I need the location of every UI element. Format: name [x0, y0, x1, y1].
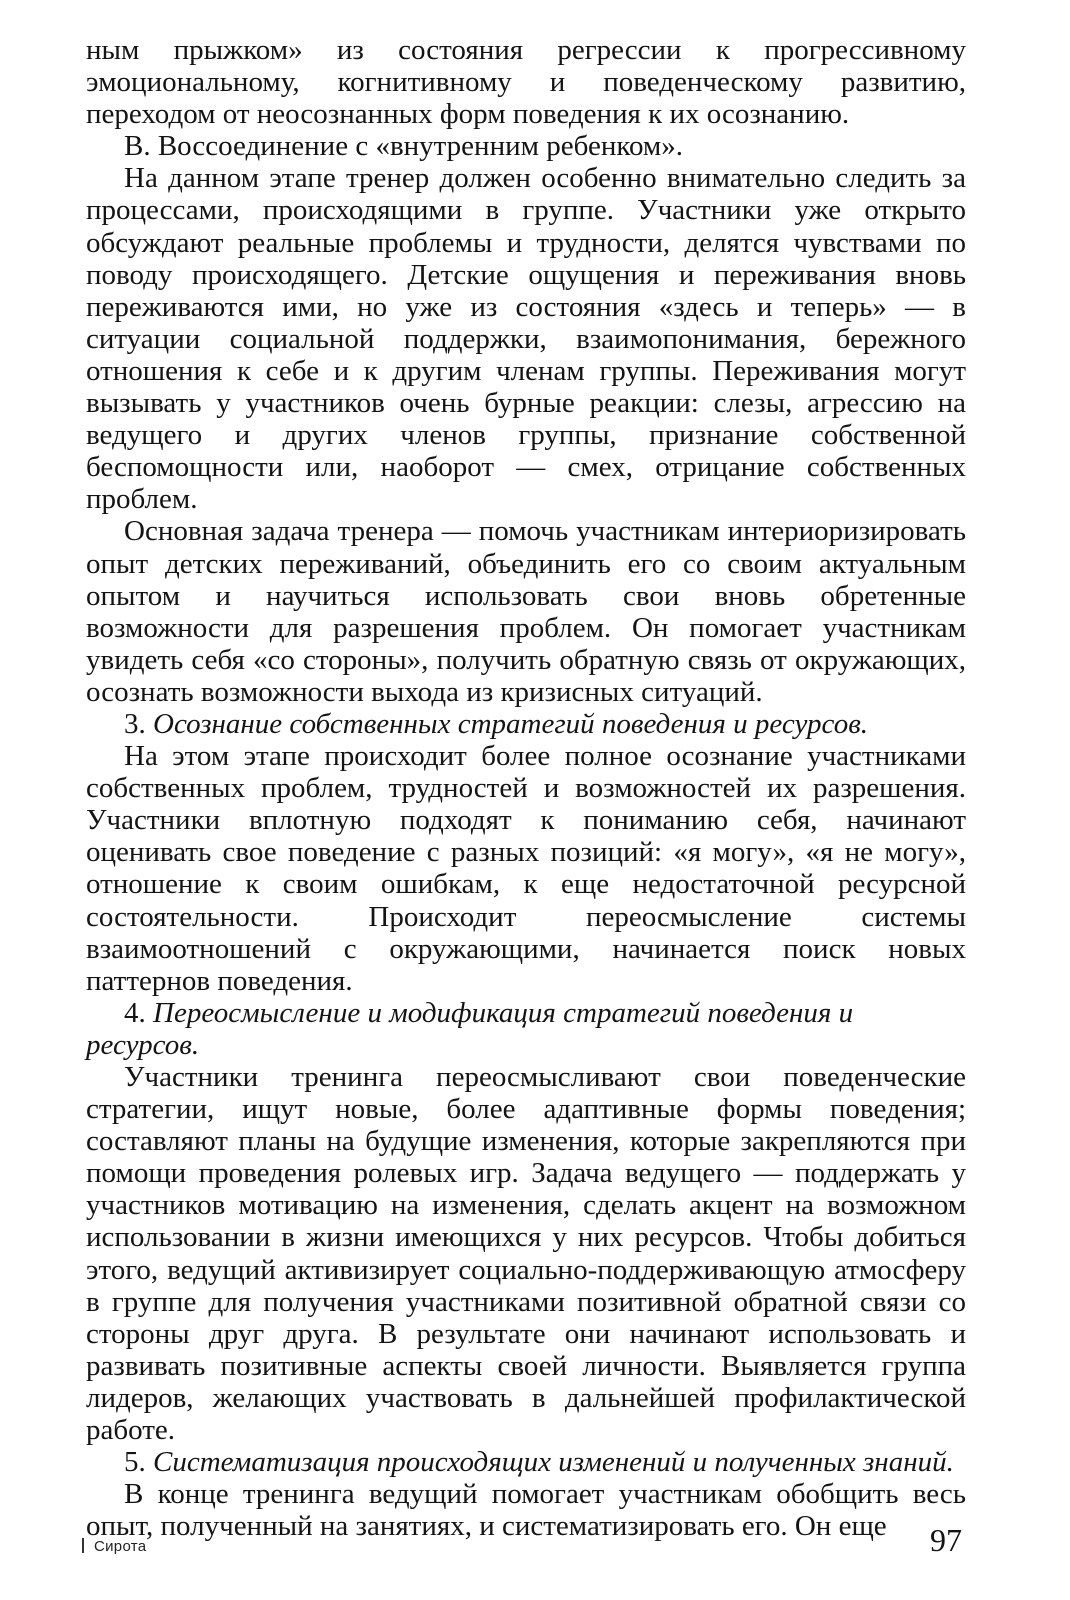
- paragraph: На этом этапе происходит более полное осознание участниками собственных проблем, трудностей и возможностей их разрешения. Участники вплотную подходят к пониманию себя, начинают оценивать свое поведение с разных позиций: «я могу», «я не могу», отношение к своим ошибкам, к еще недостаточной ресурсной состоятельности. Происходит переосмысление системы взаимоотношений с окружающими, начинается поиск новых паттернов поведения.: [86, 740, 966, 997]
- footer-mark: [82, 1538, 84, 1553]
- heading-number: 5.: [124, 1446, 146, 1479]
- running-footer: [82, 1538, 146, 1555]
- page-number: 97: [930, 1522, 962, 1558]
- section-heading-5: [86, 1446, 966, 1478]
- heading-title: Переосмысление и модификация стратегий поведения и ресурсов.: [86, 996, 854, 1061]
- section-heading-3: [86, 708, 966, 740]
- paragraph-continuation: ным прыжком» из состояния регрессии к прогрессивному эмоциональному, когнитивному и поведенческому развитию, переходом от неосознанных форм поведения к их осознанию.: [86, 34, 966, 131]
- paragraph: Основная задача тренера — помочь участникам интериоризировать опыт детских переживаний, объединить его со своим актуальным опытом и научиться использовать свои вновь обретенные возможности для разрешения проблем. Он помогает участникам увидеть себя «со стороны», получить обратную связь от окружающих, осознать возможности выхода из кризисных ситуаций.: [86, 515, 966, 708]
- section-heading-b: В. Воссоединение с «внутренним ребенком».: [124, 130, 684, 163]
- page-body: [86, 34, 966, 1542]
- section-heading-4: [86, 997, 966, 1061]
- paragraph: Участники тренинга переосмысливают свои поведенческие стратегии, ищут новые, более адаптивные формы поведения; составляют планы на будущие изменения, которые закрепляются при помощи проведения ролевых игр. Задача ведущего — поддержать у участников мотивацию на изменения, сделать акцент на возможном использовании в жизни имеющихся у них ресурсов. Чтобы добиться этого, ведущий активизирует социально-поддерживающую атмосферу в группе для получения участниками позитивной обратной связи со стороны друг друга. В результате они начинают использовать и развивать позитивные аспекты своей личности. Выявляется группа лидеров, желающих участвовать в дальнейшей профилактической работе.: [86, 1061, 966, 1447]
- paragraph: На данном этапе тренер должен особенно внимательно следить за процессами, происходящими в группе. Участники уже открыто обсуждают реальные проблемы и трудности, делятся чувствами по поводу происходящего. Детские ощущения и переживания вновь переживаются ими, но уже из состояния «здесь и теперь» — в ситуации социальной поддержки, взаимопонимания, бережного отношения к себе и к другим членам группы. Переживания могут вызывать у участников очень бурные реакции: слезы, агрессию на ведущего и других членов группы, признание собственной беспомощности или, наоборот — смех, отрицание собственных проблем.: [86, 162, 966, 516]
- heading-title: Осознание собственных стратегий поведения и ресурсов.: [153, 707, 869, 740]
- running-title: Сирота: [94, 1538, 147, 1555]
- paragraph: В конце тренинга ведущий помогает участникам обобщить весь опыт, полученный на занятиях, и систематизировать его. Он еще: [86, 1478, 966, 1543]
- heading-title: Систематизация происходящих изменений и полученных знаний.: [153, 1446, 954, 1479]
- heading-number: 3.: [124, 707, 146, 740]
- heading-number: 4.: [124, 996, 146, 1029]
